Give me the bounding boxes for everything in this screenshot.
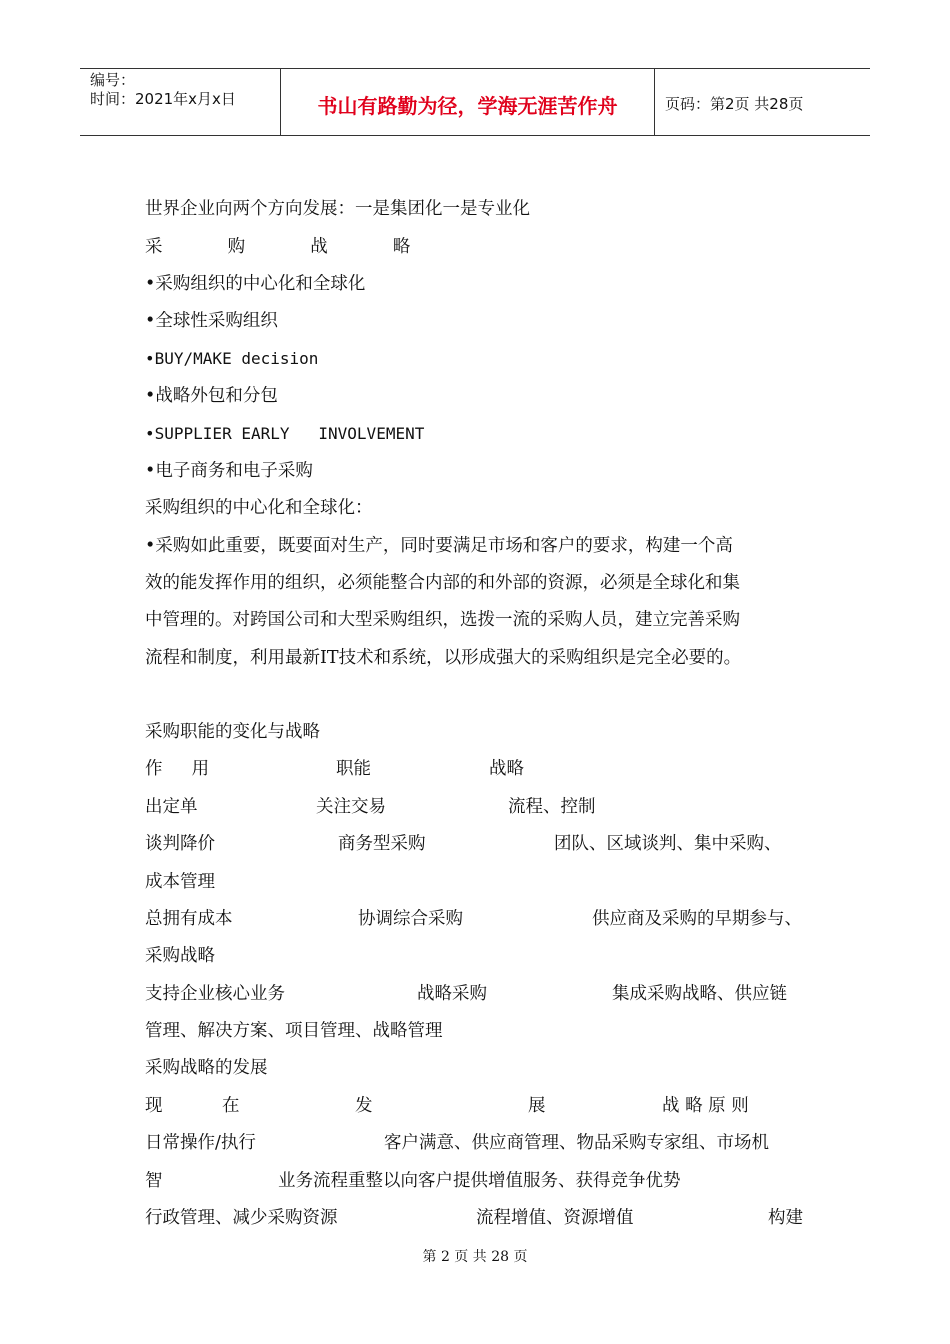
bullet-item: •BUY/MAKE decision bbox=[145, 349, 319, 368]
table1-cell: 关注交易 bbox=[316, 797, 386, 817]
section-title-strategy-development: 采购战略的发展 bbox=[145, 1058, 268, 1078]
table1-header-strategy: 战略 bbox=[489, 759, 524, 779]
table2-header: 展 bbox=[528, 1096, 546, 1116]
table1-cell: 商务型采购 bbox=[338, 834, 426, 854]
table1-header-role: 作 用 bbox=[145, 759, 216, 779]
paragraph-line: •采购如此重要，既要面对生产，同时要满足市场和客户的要求，构建一个高 bbox=[145, 536, 733, 556]
table1-cell: 支持企业核心业务 bbox=[145, 984, 285, 1004]
table2-header: 在 bbox=[222, 1096, 240, 1116]
section-title-strategy: 采 购 战 略 bbox=[145, 237, 429, 257]
table1-cell: 集成采购战略、供应链 bbox=[612, 984, 787, 1004]
page-footer: 第 2 页 共 28 页 bbox=[422, 1249, 528, 1265]
header-motto: 书山有路勤为径，学海无涯苦作舟 bbox=[281, 69, 655, 135]
page-header bbox=[80, 68, 870, 136]
table1-cell: 采购战略 bbox=[145, 946, 215, 966]
table2-cell: 智 bbox=[145, 1171, 163, 1191]
table1-cell: 供应商及采购的早期参与、 bbox=[592, 909, 802, 929]
bullet-item: •采购组织的中心化和全球化 bbox=[145, 274, 366, 294]
bullet-item: •电子商务和电子采购 bbox=[145, 461, 313, 481]
table2-cell: 业务流程重整以向客户提供增值服务、获得竞争优势 bbox=[278, 1171, 681, 1191]
paragraph-line: 效的能发挥作用的组织，必须能整合内部的和外部的资源，必须是全球化和集 bbox=[145, 573, 740, 593]
table2-cell: 日常操作/执行 bbox=[145, 1133, 256, 1153]
section-title-organization: 采购组织的中心化和全球化： bbox=[145, 498, 373, 518]
table1-cell: 战略采购 bbox=[417, 984, 487, 1004]
table1-cell: 流程、控制 bbox=[508, 797, 596, 817]
table2-cell: 行政管理、减少采购资源 bbox=[145, 1208, 338, 1228]
doc-number-label: 编号： bbox=[90, 71, 136, 89]
doc-time-label: 时间：2021年x月x日 bbox=[90, 90, 236, 108]
paragraph-line: 中管理的。对跨国公司和大型采购组织，选拨一流的采购人员，建立完善采购 bbox=[145, 610, 740, 630]
table1-cell: 总拥有成本 bbox=[145, 909, 233, 929]
table1-cell: 团队、区域谈判、集中采购、 bbox=[554, 834, 782, 854]
header-meta bbox=[80, 69, 281, 135]
table2-header: 发 bbox=[355, 1096, 373, 1116]
table2-cell: 客户满意、供应商管理、物品采购专家组、市场机 bbox=[384, 1133, 769, 1153]
table1-cell: 谈判降价 bbox=[145, 834, 215, 854]
table1-header-function: 职能 bbox=[336, 759, 371, 779]
table2-header: 战 略 原 则 bbox=[662, 1096, 749, 1116]
table2-cell: 流程增值、资源增值 bbox=[476, 1208, 634, 1228]
bullet-item: •战略外包和分包 bbox=[145, 386, 278, 406]
table2-cell: 构建 bbox=[768, 1208, 803, 1228]
table2-header: 现 bbox=[145, 1096, 163, 1116]
intro-line: 世界企业向两个方向发展：一是集团化一是专业化 bbox=[145, 199, 530, 219]
header-page-info: 页码：第2页 共28页 bbox=[665, 94, 804, 113]
bullet-item: •SUPPLIER EARLY INVOLVEMENT bbox=[145, 424, 425, 443]
bullet-item: •全球性采购组织 bbox=[145, 311, 278, 331]
table1-cell: 出定单 bbox=[145, 797, 198, 817]
table1-cell: 管理、解决方案、项目管理、战略管理 bbox=[145, 1021, 443, 1041]
paragraph-line: 流程和制度，利用最新IT技术和系统，以形成强大的采购组织是完全必要的。 bbox=[145, 648, 742, 668]
table1-cell: 成本管理 bbox=[145, 872, 215, 892]
table1-cell: 协调综合采购 bbox=[358, 909, 463, 929]
section-title-function-change: 采购职能的变化与战略 bbox=[145, 722, 320, 742]
